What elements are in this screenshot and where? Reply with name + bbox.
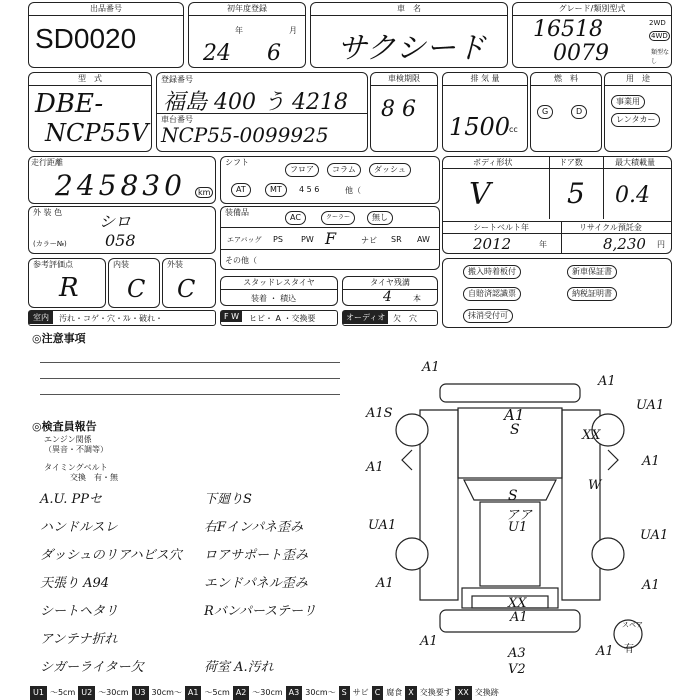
exterior-value: C [177, 275, 196, 303]
damage-mark: アア [506, 508, 533, 523]
shift-floor: フロア [285, 163, 319, 177]
mileage-value: 245830 [55, 169, 186, 202]
legend-value: 交換要す [419, 688, 452, 697]
legend-key: XX [455, 686, 472, 700]
studless-text: 装着 ・ 積込 [251, 294, 297, 303]
registration-label: 登録番号 [161, 75, 193, 84]
timing-sub: 交換 有・無 [70, 473, 118, 482]
drive-2wd: 2WD [649, 19, 666, 27]
fuel-box [530, 72, 602, 152]
spare-label: スペア [622, 621, 643, 629]
shift-other: 他（ [345, 186, 361, 195]
score-value: R [59, 273, 79, 303]
inspection-item: 右Fインパネ歪み [204, 520, 304, 535]
equip-ac: AC [285, 211, 306, 225]
color-code-label: (カラー№) [33, 240, 67, 248]
legend-value: 30cm～ [151, 688, 182, 697]
damage-mark: XX [508, 596, 527, 611]
body-value: V [469, 177, 491, 212]
grade-box [512, 2, 672, 68]
inspection-item: Rバンパーステーリ [204, 604, 316, 619]
tire-unit: 本 [413, 294, 421, 303]
fuel-label: 燃 料 [531, 73, 601, 86]
legend-value: ～5cm [204, 688, 230, 697]
model-label: 型 式 [29, 73, 151, 86]
inspection-item: 荷室 A.汚れ [204, 660, 274, 675]
equip-airbag: エアバッグ [227, 236, 262, 244]
damage-mark: U1 [508, 520, 528, 535]
room-text: 汚れ・コゲ・穴・ｽﾚ・破れ・ [59, 314, 163, 323]
car-name-box [310, 2, 508, 68]
model-code: NCP55V [45, 119, 149, 147]
room-label: 室内 [29, 311, 53, 324]
grade-code: 0079 [553, 41, 609, 66]
exterior-box [162, 258, 216, 308]
studless-label: スタッドレスタイヤ [221, 277, 337, 290]
equip-f: F [325, 229, 337, 248]
legend-key: A3 [286, 686, 303, 700]
inspection-box [370, 72, 438, 152]
damage-mark: S [508, 488, 518, 504]
first-registration-label: 初年度登録 [189, 3, 305, 16]
inspection-item: エンドパネル歪み [204, 576, 308, 591]
recycle-unit: 円 [657, 240, 665, 249]
usage-label: 用 途 [605, 73, 671, 86]
grade-label: グレード/類別型式 [513, 3, 671, 16]
damage-mark: A1 [598, 374, 616, 389]
legend-value: 交換跡 [474, 688, 499, 697]
damage-mark: A1 [504, 406, 525, 424]
interior-box [108, 258, 160, 308]
inspection-item: シガーライター欠 [40, 660, 144, 675]
legend-key: A1 [185, 686, 202, 700]
inspection-item: ロアサポート歪み [204, 548, 309, 563]
equip-ps: PS [273, 235, 283, 244]
shift-box [220, 156, 440, 204]
inspection-item: 天張り A94 [40, 576, 110, 591]
first-registration-box [188, 2, 306, 68]
inspection-label: 車検期限 [371, 73, 437, 86]
engine-label: エンジン関係 [44, 435, 92, 444]
doors-label: ドア数 [559, 158, 583, 167]
displacement-unit: cc [509, 125, 518, 134]
shift-at: AT [231, 183, 251, 197]
model-box [28, 72, 152, 152]
interior-label: 内装 [113, 260, 129, 269]
equip-pw: PW [301, 235, 314, 244]
legend-value: 30cm～ [305, 688, 336, 697]
damage-legend [30, 686, 502, 700]
body-label: ボディ形状 [473, 158, 513, 167]
registration-box [156, 72, 368, 152]
damage-mark: XX [582, 428, 601, 443]
legend-value: ～30cm [252, 688, 283, 697]
studless-box [220, 276, 338, 306]
lot-number-box [28, 2, 184, 68]
doc-insurance: 自賠済認識票 [463, 287, 521, 301]
damage-mark: A1 [376, 576, 394, 591]
body-box [442, 156, 672, 254]
car-name-label: 車 名 [311, 3, 507, 16]
inspection-item: ハンドルスレ [40, 520, 118, 535]
documents-box [442, 258, 672, 328]
registration-number: 福島 400 う 4218 [163, 90, 348, 115]
inspection-item: A.U. PPセ [40, 492, 103, 507]
color-label: 外 装 色 [33, 208, 63, 217]
recycle-value: 8,230 [603, 235, 646, 253]
mileage-unit: km [195, 187, 213, 198]
year-unit: 年 [235, 26, 243, 35]
damage-mark: UA1 [368, 518, 397, 533]
legend-key: S [339, 686, 350, 700]
grade: 16518 [533, 17, 603, 42]
doc-cancel: 抹消受付可 [463, 309, 513, 323]
audio-text: 欠 穴 [393, 314, 417, 323]
legend-value: 腐食 [386, 688, 403, 697]
damage-mark: S [510, 422, 520, 438]
damage-mark: A1 [510, 610, 528, 625]
damage-mark: A1 [642, 454, 660, 469]
tire-value: 4 [383, 289, 392, 305]
equip-cooler: クーラー [321, 211, 355, 225]
drive-4wd: 4WD [651, 32, 668, 40]
mileage-box [28, 156, 216, 204]
car-name: サクシード [337, 31, 486, 66]
usage-rental: レンタカー [611, 113, 660, 127]
equip-none: 無し [367, 211, 393, 225]
color-box [28, 206, 216, 254]
audio-label: オーディオ [343, 311, 388, 324]
equip-navi: ナビ [361, 236, 377, 245]
legend-value: ～5cm [49, 688, 76, 697]
exterior-label: 外装 [167, 260, 183, 269]
doc-warranty: 新車保証書 [567, 265, 617, 279]
score-label: 参考評価点 [33, 260, 73, 269]
shift-gears: 4 5 6 [299, 185, 320, 194]
score-box [28, 258, 106, 308]
fw-label: F W [221, 311, 242, 322]
first-registration-year: 24 [203, 41, 231, 66]
equipment-label: 装備品 [225, 208, 249, 217]
color-code: 058 [105, 231, 136, 250]
tire-box [342, 276, 438, 306]
usage-business: 事業用 [611, 95, 645, 109]
room-box [28, 310, 216, 326]
damage-mark: A1 [420, 634, 438, 649]
shift-label: シフト [225, 158, 249, 167]
inspection-item: シートヘタリ [40, 604, 119, 619]
lot-number: SD0020 [35, 23, 137, 54]
damage-mark: A1 [596, 644, 614, 659]
month-unit: 月 [289, 26, 297, 35]
belt-value: 2012 [473, 235, 512, 253]
usage-box [604, 72, 672, 152]
lot-number-label: 出品番号 [29, 3, 183, 16]
interior-value: C [127, 275, 146, 303]
shift-column: コラム [327, 163, 361, 177]
legend-key: U1 [30, 686, 47, 700]
first-registration-month: 6 [267, 41, 281, 66]
shift-mt: MT [265, 183, 287, 197]
damage-mark: UA1 [636, 398, 665, 413]
inspector-title: ◎検査員報告 [32, 420, 97, 433]
fuel-gasoline: G [537, 105, 553, 119]
model-note: 類型なし [651, 49, 670, 65]
equip-other: その他（ [225, 256, 257, 265]
fuel-diesel: D [571, 105, 587, 119]
chassis-number: NCP55-0099925 [161, 123, 329, 147]
chassis-label: 車台番号 [161, 115, 193, 124]
doors-value: 5 [567, 177, 585, 210]
damage-mark: A3 [508, 646, 526, 661]
capacity-label: 最大積載量 [615, 158, 655, 167]
legend-value: ～30cm [98, 688, 129, 697]
displacement-label: 排 気 量 [443, 73, 527, 86]
belt-label: シートベルト年 [473, 223, 529, 232]
mileage-label: 走行距離 [31, 158, 63, 167]
inspection-item: アンテナ折れ [40, 632, 118, 647]
damage-mark: A1 [642, 578, 660, 593]
engine-sub: （異音・不調等） [44, 445, 108, 454]
legend-key: U3 [132, 686, 149, 700]
timing-label: タイミングベルト [44, 463, 108, 472]
legend-key: X [405, 686, 416, 700]
equipment-box [220, 206, 440, 270]
recycle-label: リサイクル預託金 [579, 223, 642, 232]
tire-label: タイヤ残溝 [343, 277, 437, 290]
shift-dash: ダッシュ [369, 163, 411, 177]
legend-key: U2 [78, 686, 95, 700]
color-value: シロ [99, 212, 132, 231]
equip-aw: AW [417, 235, 430, 244]
damage-mark: A1S [366, 406, 393, 421]
audio-box [342, 310, 438, 326]
damage-mark: V2 [508, 662, 526, 677]
legend-value: サビ [352, 688, 369, 697]
damage-mark: UA1 [640, 528, 669, 543]
legend-key: A2 [233, 686, 250, 700]
inspection-value: 8 6 [381, 97, 416, 122]
damage-mark: A1 [366, 460, 384, 475]
damage-mark: W [588, 478, 602, 493]
legend-key: C [372, 686, 384, 700]
damage-mark: A1 [422, 360, 440, 375]
doc-delivery: 搬入時着板付 [463, 265, 521, 279]
belt-unit: 年 [539, 240, 547, 249]
fw-box [220, 310, 338, 326]
caution-title: ◎注意事項 [32, 332, 86, 345]
inspection-item: ダッシュのリアハビス穴 [40, 548, 182, 563]
displacement-value: 1500 [449, 113, 511, 141]
doc-tax: 納税証明書 [567, 287, 617, 301]
capacity-value: 0.4 [615, 183, 650, 208]
spare-value: 有 [624, 644, 634, 655]
model-prefix: DBE- [35, 89, 104, 119]
fw-text: ヒビ・ A ・交換要 [249, 314, 316, 323]
inspection-item: 下廻りS [204, 492, 252, 507]
displacement-box [442, 72, 528, 152]
equip-sr: SR [391, 235, 402, 244]
